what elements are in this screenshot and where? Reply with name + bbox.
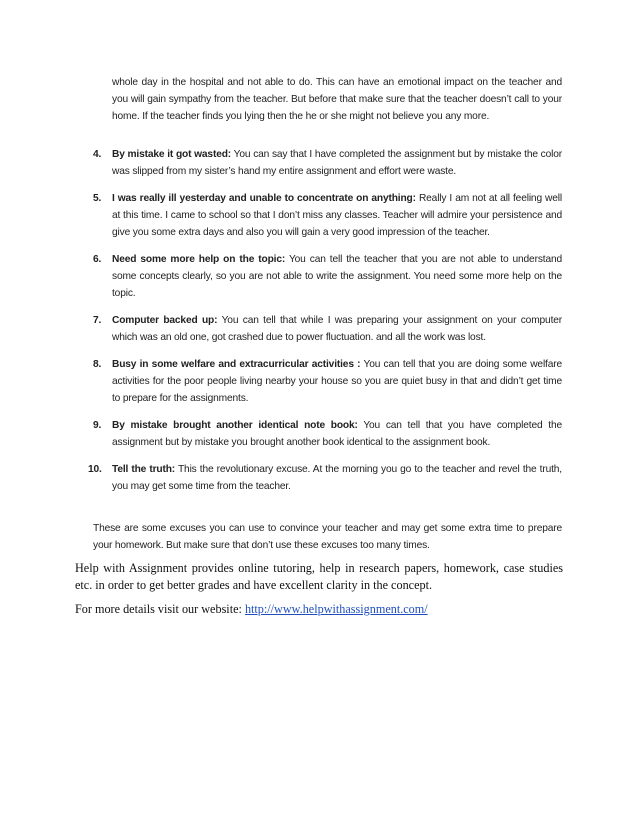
- item-title: Need some more help on the topic:: [112, 254, 286, 265]
- item-text: This the revolutionary excuse. At the morning you go to the teacher and revel the truth, you may get some time from the teacher.: [112, 464, 562, 492]
- excuse-list: [0, 146, 638, 505]
- list-item: [0, 356, 562, 407]
- item-text: You can tell that you are doing some welfare activities for the poor people living nearby your house so you are quiet busy in that and didn’t get time to prepare for the assignments.: [112, 359, 563, 404]
- item-text: You can tell that while I was preparing your assignment on your computer which was an old one, got crashed due to power fluctuation. and all the work was lost.: [112, 315, 563, 343]
- list-item: [0, 312, 562, 346]
- item-number: 4.: [93, 149, 102, 160]
- item-number: 10.: [88, 464, 102, 475]
- item-number: 5.: [93, 193, 102, 204]
- item-title: I was really ill yesterday and unable to concentrate on anything:: [112, 193, 416, 204]
- continuation-paragraph: whole day in the hospital and not able to do. This can have an emotional impact on the teacher and you will gain sympathy from the teacher. But before that make sure that the teacher doesn’t call to your home. If the teacher finds you lying then the he or she might not believe you any more.: [112, 77, 562, 122]
- list-item: [0, 251, 562, 302]
- closing-paragraph: These are some excuses you can use to convince your teacher and may get some extra time to prepare your homework. But make sure that don’t use these excuses too many times.: [93, 523, 562, 551]
- visit-prefix: For more details visit our website:: [75, 602, 245, 616]
- item-text: You can say that I have completed the assignment but by mistake the color was slipped from my sister’s hand my entire assignment and effort were waste.: [112, 149, 562, 177]
- item-title: Tell the truth:: [112, 464, 176, 475]
- item-text: You can tell the teacher that you are not able to understand some concepts clearly, so you are not able to write the assignment. You need some more help on the topic.: [112, 254, 562, 299]
- item-number: 8.: [93, 359, 102, 370]
- item-text: You can tell that you have completed the assignment but by mistake you brought another book identical to the assignment book.: [112, 420, 562, 448]
- list-item: [0, 461, 562, 495]
- item-text: Really I am not at all feeling well at this time. I came to school so that I don’t miss any classes. Teacher will admire your persistence and give you some extra days and also you will gain a very good impression of the teacher.: [112, 193, 562, 238]
- item-title: By mistake brought another identical note book:: [112, 420, 358, 431]
- item-title: Computer backed up:: [112, 315, 218, 326]
- item-number: 6.: [93, 254, 102, 265]
- list-item: [0, 190, 562, 241]
- visit-paragraph: [75, 601, 563, 618]
- item-title: Busy in some welfare and extracurricular activities :: [112, 359, 361, 370]
- website-link[interactable]: http://www.helpwithassignment.com/: [244, 602, 428, 616]
- list-item: [0, 146, 562, 180]
- item-number: 7.: [93, 315, 102, 326]
- help-paragraph: Help with Assignment provides online tutoring, help in research papers, homework, case studies etc. in order to get better grades and have excellent clarity in the concept.: [75, 561, 563, 592]
- list-item: [0, 417, 562, 451]
- item-title: By mistake it got wasted:: [112, 149, 232, 160]
- item-number: 9.: [93, 420, 102, 431]
